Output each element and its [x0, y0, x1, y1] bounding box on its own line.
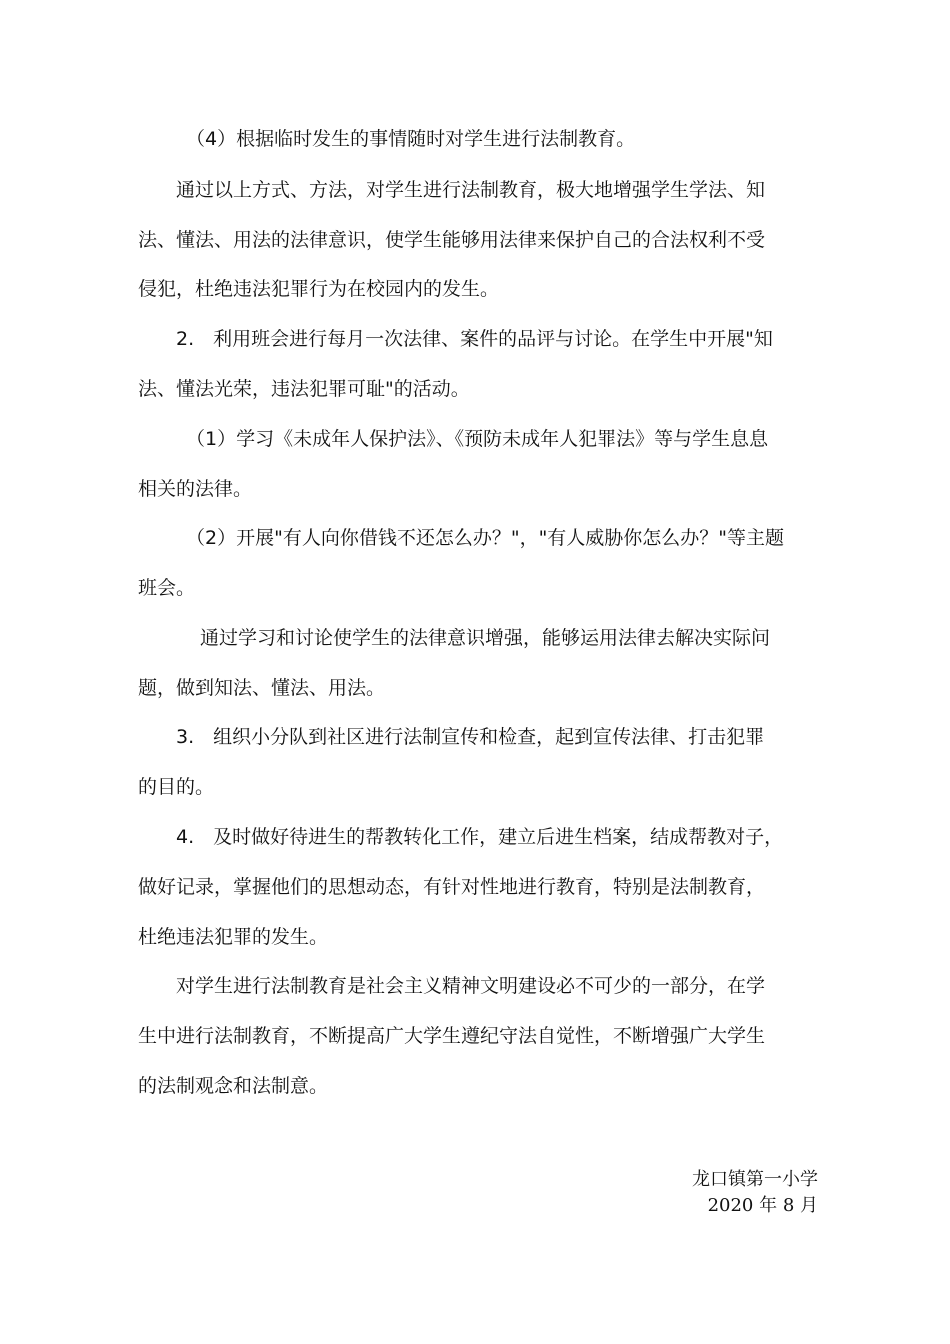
paragraph-line: 2. 利用班会进行每月一次法律、案件的品评与讨论。在学生中开展"知 [176, 328, 773, 350]
paragraph-line: 的目的。 [138, 776, 215, 798]
signature-date: 2020 年 8 月 [707, 1195, 818, 1216]
signature-org: 龙口镇第一小学 [692, 1169, 818, 1190]
paragraph-line: 法、懂法光荣，违法犯罪可耻"的活动。 [138, 378, 470, 400]
paragraph-line: 题，做到知法、懂法、用法。 [138, 677, 386, 699]
paragraph-line: 法、懂法、用法的法律意识，使学生能够用法律来保护自己的合法权利不受 [138, 229, 766, 251]
paragraph-line: 相关的法律。 [138, 478, 253, 500]
paragraph-line: 3. 组织小分队到社区进行法制宣传和检查，起到宣传法律、打击犯罪 [176, 726, 765, 748]
paragraph-line: （4）根据临时发生的事情随时对学生进行法制教育。 [186, 128, 636, 150]
paragraph-line: 班会。 [138, 577, 196, 599]
paragraph-line: 的法制观念和法制意。 [138, 1075, 329, 1097]
paragraph-line: 通过学习和讨论使学生的法律意识增强，能够运用法律去解决实际问 [200, 627, 771, 649]
paragraph-line: 杜绝违法犯罪的发生。 [138, 926, 329, 948]
paragraph-line: 侵犯，杜绝违法犯罪行为在校园内的发生。 [138, 278, 500, 300]
paragraph-line: 做好记录，掌握他们的思想动态，有针对性地进行教育，特别是法制教育， [138, 876, 766, 898]
paragraph-line: （2）开展"有人向你借钱不还怎么办？"，"有人威胁你怎么办？"等主题 [186, 527, 785, 549]
paragraph-line: 4. 及时做好待进生的帮教转化工作，建立后进生档案，结成帮教对子， [176, 826, 784, 848]
paragraph-line: 通过以上方式、方法，对学生进行法制教育，极大地增强学生学法、知 [176, 179, 766, 201]
paragraph-line: （1）学习《未成年人保护法》、《预防未成年人犯罪法》等与学生息息 [186, 428, 769, 450]
paragraph-line: 对学生进行法制教育是社会主义精神文明建设必不可少的一部分，在学 [176, 975, 766, 997]
paragraph-line: 生中进行法制教育，不断提高广大学生遵纪守法自觉性，不断增强广大学生 [138, 1025, 766, 1047]
